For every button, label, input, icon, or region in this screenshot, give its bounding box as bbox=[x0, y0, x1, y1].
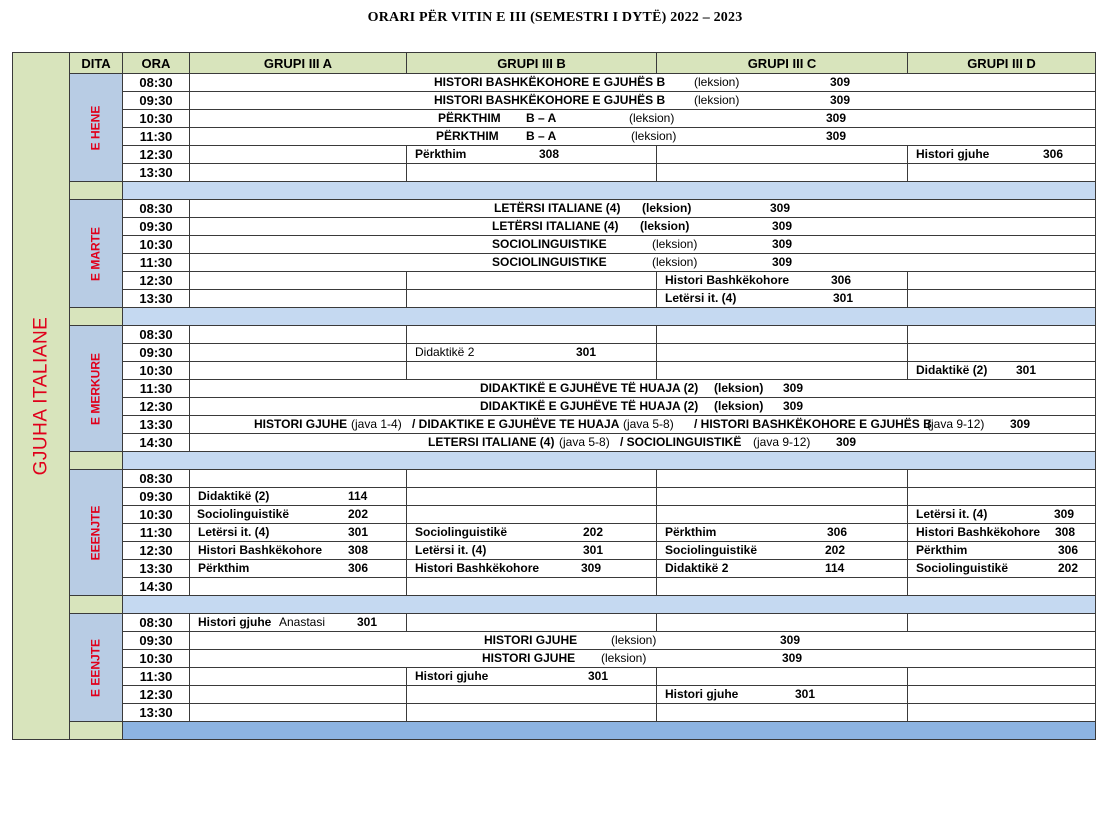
table-row bbox=[13, 668, 1096, 686]
group-d-cell bbox=[908, 164, 1096, 182]
group-a-cell bbox=[190, 290, 407, 308]
time-cell: 08:30 bbox=[123, 74, 190, 92]
room: 308 bbox=[348, 543, 369, 557]
group-d-cell bbox=[908, 326, 1096, 344]
table-row bbox=[13, 218, 1096, 236]
group-c-cell bbox=[657, 542, 908, 560]
separator-cell bbox=[70, 308, 123, 326]
subject: Sociolinguistikë bbox=[916, 561, 1009, 575]
room: 301 bbox=[795, 687, 816, 701]
group-c-cell bbox=[657, 470, 908, 488]
lecture-cell bbox=[190, 380, 1096, 398]
group-d-cell bbox=[908, 668, 1096, 686]
group-d-cell bbox=[908, 344, 1096, 362]
time-cell: 13:30 bbox=[123, 704, 190, 722]
time-cell: 14:30 bbox=[123, 434, 190, 452]
table-row bbox=[13, 164, 1096, 182]
time-cell: 13:30 bbox=[123, 164, 190, 182]
separator-row bbox=[13, 182, 1096, 200]
lecture-cell bbox=[190, 254, 1096, 272]
table-row bbox=[13, 146, 1096, 164]
subject: Përkthim bbox=[415, 147, 467, 161]
room: 309 bbox=[772, 255, 793, 269]
room: 202 bbox=[825, 543, 846, 557]
lecture-cell bbox=[190, 398, 1096, 416]
subject: HISTORI GJUHE bbox=[484, 633, 578, 647]
table-row bbox=[13, 704, 1096, 722]
time-cell: 08:30 bbox=[123, 470, 190, 488]
time-cell: 09:30 bbox=[123, 488, 190, 506]
group-d-cell bbox=[908, 290, 1096, 308]
group-a-cell bbox=[190, 326, 407, 344]
room: 306 bbox=[827, 525, 848, 539]
table-row bbox=[13, 290, 1096, 308]
room: 309 bbox=[830, 93, 851, 107]
time-cell: 11:30 bbox=[123, 254, 190, 272]
time-cell: 11:30 bbox=[123, 668, 190, 686]
schedule-table bbox=[12, 52, 1096, 740]
table-row bbox=[13, 488, 1096, 506]
header-row bbox=[13, 53, 1096, 74]
time-cell: 10:30 bbox=[123, 236, 190, 254]
day-label: E MERKURE bbox=[88, 352, 103, 425]
note: (leksion) bbox=[652, 237, 698, 251]
group-c-cell bbox=[657, 344, 908, 362]
subject: Letërsi it. (4) bbox=[198, 525, 270, 539]
group-pair: B – A bbox=[526, 129, 557, 143]
room: 309 bbox=[581, 561, 602, 575]
subject: Histori Bashkëkohore bbox=[415, 561, 540, 575]
group-a-cell bbox=[190, 506, 407, 524]
day-label: EEENJTE bbox=[88, 505, 103, 560]
subject: Përkthim bbox=[665, 525, 717, 539]
group-a-cell bbox=[190, 524, 407, 542]
note: (java 5-8) bbox=[623, 417, 674, 431]
room: 301 bbox=[588, 669, 609, 683]
table-row bbox=[13, 560, 1096, 578]
subject: Didaktikë (2) bbox=[916, 363, 988, 377]
group-a-cell bbox=[190, 146, 407, 164]
room: 301 bbox=[576, 345, 597, 359]
time-cell: 12:30 bbox=[123, 272, 190, 290]
table-row bbox=[13, 92, 1096, 110]
group-d-cell bbox=[908, 686, 1096, 704]
subject: Sociolinguistikë bbox=[665, 543, 758, 557]
subject: / HISTORI BASHKËKOHORE E GJUHËS B bbox=[694, 417, 932, 431]
note: (leksion) bbox=[631, 129, 677, 143]
subject: Didaktikë 2 bbox=[665, 561, 729, 575]
subject: HISTORI GJUHE bbox=[482, 651, 576, 665]
day-cell-enjte bbox=[70, 470, 123, 596]
subject: Sociolinguistikë bbox=[415, 525, 508, 539]
lecture-cell bbox=[190, 110, 1096, 128]
lecture-cell bbox=[190, 128, 1096, 146]
group-d-cell bbox=[908, 506, 1096, 524]
room: 309 bbox=[770, 201, 791, 215]
room: 309 bbox=[783, 399, 804, 413]
subject: Histori gjuhe bbox=[415, 669, 489, 683]
separator-cell bbox=[70, 182, 123, 200]
group-d-cell bbox=[908, 146, 1096, 164]
group-b-cell bbox=[407, 668, 657, 686]
lecture-cell bbox=[190, 632, 1096, 650]
time-cell: 08:30 bbox=[123, 614, 190, 632]
note: (leksion) bbox=[694, 93, 740, 107]
day-label: E HENE bbox=[88, 105, 103, 150]
table-row bbox=[13, 578, 1096, 596]
room: 309 bbox=[830, 75, 851, 89]
subject: DIDAKTIKË E GJUHËVE TË HUAJA (2) bbox=[480, 399, 699, 413]
col-header-dita: DITA bbox=[70, 53, 123, 74]
group-d-cell bbox=[908, 578, 1096, 596]
group-c-cell bbox=[657, 524, 908, 542]
room: 301 bbox=[833, 291, 854, 305]
lecture-cell bbox=[190, 74, 1096, 92]
program-label: GJUHA ITALIANE bbox=[30, 316, 52, 476]
room: 114 bbox=[825, 561, 845, 575]
note: (leksion) bbox=[714, 381, 764, 395]
time-cell: 10:30 bbox=[123, 110, 190, 128]
note: (leksion) bbox=[642, 201, 692, 215]
day-cell-marte bbox=[70, 200, 123, 308]
time-cell: 08:30 bbox=[123, 326, 190, 344]
group-a-cell bbox=[190, 686, 407, 704]
room: 301 bbox=[583, 543, 604, 557]
lecturer: Anastasi bbox=[279, 615, 326, 629]
group-c-cell bbox=[657, 704, 908, 722]
time-cell: 12:30 bbox=[123, 542, 190, 560]
subject: LETËRSI ITALIANE (4) bbox=[492, 219, 619, 233]
group-a-cell bbox=[190, 542, 407, 560]
room: 301 bbox=[357, 615, 378, 629]
group-c-cell bbox=[657, 290, 908, 308]
note: (leksion) bbox=[714, 399, 764, 413]
lecture-cell bbox=[190, 434, 1096, 452]
group-a-cell bbox=[190, 344, 407, 362]
separator-cell bbox=[123, 722, 1096, 740]
group-a-cell bbox=[190, 614, 407, 632]
room: 309 bbox=[772, 219, 793, 233]
note: (leksion) bbox=[640, 219, 690, 233]
table-row bbox=[13, 380, 1096, 398]
group-c-cell bbox=[657, 272, 908, 290]
group-pair: B – A bbox=[526, 111, 557, 125]
group-b-cell bbox=[407, 344, 657, 362]
page-title: ORARI PËR VITIN E III (SEMESTRI I DYTË) 2022 – 2023 bbox=[367, 10, 743, 25]
separator-cell bbox=[123, 308, 1096, 326]
subject: / DIDAKTIKE E GJUHËVE TE HUAJA bbox=[412, 417, 620, 431]
group-d-cell bbox=[908, 362, 1096, 380]
group-a-cell bbox=[190, 362, 407, 380]
group-c-cell bbox=[657, 614, 908, 632]
note: (leksion) bbox=[629, 111, 675, 125]
group-a-cell bbox=[190, 560, 407, 578]
room: 309 bbox=[780, 633, 801, 647]
room: 309 bbox=[826, 129, 847, 143]
table-row bbox=[13, 470, 1096, 488]
group-c-cell bbox=[657, 326, 908, 344]
group-d-cell bbox=[908, 704, 1096, 722]
subject: Histori Bashkëkohore bbox=[198, 543, 323, 557]
col-header-ora: ORA bbox=[123, 53, 190, 74]
group-b-cell bbox=[407, 542, 657, 560]
subject: Histori Bashkëkohore bbox=[916, 525, 1041, 539]
lecture-cell bbox=[190, 218, 1096, 236]
group-c-cell bbox=[657, 668, 908, 686]
group-c-cell bbox=[657, 506, 908, 524]
group-a-cell bbox=[190, 272, 407, 290]
group-d-cell bbox=[908, 524, 1096, 542]
room: 306 bbox=[1058, 543, 1079, 557]
time-cell: 13:30 bbox=[123, 290, 190, 308]
group-b-cell bbox=[407, 272, 657, 290]
table-row bbox=[13, 326, 1096, 344]
group-b-cell bbox=[407, 524, 657, 542]
room: 202 bbox=[583, 525, 604, 539]
separator-cell bbox=[123, 452, 1096, 470]
table-row bbox=[13, 344, 1096, 362]
separator-row bbox=[13, 596, 1096, 614]
note: (leksion) bbox=[652, 255, 698, 269]
note: (java 1-4) bbox=[351, 417, 402, 431]
col-header-group-a: GRUPI III A bbox=[190, 53, 407, 74]
room: 309 bbox=[772, 237, 793, 251]
group-a-cell bbox=[190, 704, 407, 722]
time-cell: 10:30 bbox=[123, 362, 190, 380]
note: (leksion) bbox=[601, 651, 647, 665]
day-label: E EENJTE bbox=[88, 638, 103, 697]
group-c-cell bbox=[657, 362, 908, 380]
group-a-cell bbox=[190, 164, 407, 182]
note: (java 9-12) bbox=[753, 435, 811, 449]
group-b-cell bbox=[407, 614, 657, 632]
group-b-cell bbox=[407, 506, 657, 524]
table-row bbox=[13, 416, 1096, 434]
group-c-cell bbox=[657, 578, 908, 596]
time-cell: 13:30 bbox=[123, 560, 190, 578]
time-cell: 14:30 bbox=[123, 578, 190, 596]
subject: Letërsi it. (4) bbox=[665, 291, 737, 305]
separator-cell bbox=[70, 596, 123, 614]
table-row bbox=[13, 614, 1096, 632]
room: 114 bbox=[348, 489, 368, 503]
room: 306 bbox=[831, 273, 852, 287]
separator-row bbox=[13, 308, 1096, 326]
lecture-cell bbox=[190, 200, 1096, 218]
table-row bbox=[13, 632, 1096, 650]
subject: Letërsi it. (4) bbox=[916, 507, 988, 521]
time-cell: 13:30 bbox=[123, 416, 190, 434]
lecture-cell bbox=[190, 416, 1096, 434]
time-cell: 09:30 bbox=[123, 218, 190, 236]
time-cell: 12:30 bbox=[123, 146, 190, 164]
note: (java 9-12) bbox=[927, 417, 985, 431]
table-row bbox=[13, 506, 1096, 524]
group-a-cell bbox=[190, 578, 407, 596]
separator-row bbox=[13, 452, 1096, 470]
subject: Përkthim bbox=[916, 543, 968, 557]
group-b-cell bbox=[407, 470, 657, 488]
group-b-cell bbox=[407, 326, 657, 344]
group-d-cell bbox=[908, 560, 1096, 578]
table-row bbox=[13, 398, 1096, 416]
room: 309 bbox=[836, 435, 857, 449]
group-d-cell bbox=[908, 272, 1096, 290]
time-cell: 08:30 bbox=[123, 200, 190, 218]
subject: PËRKTHIM bbox=[436, 129, 499, 143]
room: 309 bbox=[782, 651, 803, 665]
table-row bbox=[13, 686, 1096, 704]
table-row bbox=[13, 434, 1096, 452]
separator-cell bbox=[70, 722, 123, 740]
table-row bbox=[13, 200, 1096, 218]
room: 309 bbox=[783, 381, 804, 395]
time-cell: 11:30 bbox=[123, 380, 190, 398]
subject: Didaktikë 2 bbox=[415, 345, 475, 359]
subject: Histori gjuhe bbox=[665, 687, 739, 701]
group-b-cell bbox=[407, 704, 657, 722]
subject: PËRKTHIM bbox=[438, 111, 501, 125]
group-a-cell bbox=[190, 470, 407, 488]
room: 306 bbox=[348, 561, 369, 575]
time-cell: 09:30 bbox=[123, 344, 190, 362]
room: 309 bbox=[1054, 507, 1075, 521]
group-b-cell bbox=[407, 686, 657, 704]
time-cell: 10:30 bbox=[123, 506, 190, 524]
time-cell: 09:30 bbox=[123, 632, 190, 650]
group-c-cell bbox=[657, 164, 908, 182]
room: 309 bbox=[826, 111, 847, 125]
room: 301 bbox=[348, 525, 369, 539]
room: 202 bbox=[1058, 561, 1079, 575]
program-label-cell bbox=[13, 53, 70, 740]
room: 308 bbox=[1055, 525, 1076, 539]
day-cell-hene bbox=[70, 74, 123, 182]
group-b-cell bbox=[407, 290, 657, 308]
day-cell-merkure bbox=[70, 326, 123, 452]
subject: LETERSI ITALIANE (4) bbox=[428, 435, 555, 449]
time-cell: 11:30 bbox=[123, 128, 190, 146]
subject: Letërsi it. (4) bbox=[415, 543, 487, 557]
col-header-group-d: GRUPI III D bbox=[908, 53, 1096, 74]
room: 306 bbox=[1043, 147, 1064, 161]
subject: Sociolinguistikë bbox=[197, 507, 290, 521]
group-b-cell bbox=[407, 560, 657, 578]
room: 202 bbox=[348, 507, 369, 521]
day-label: E MARTE bbox=[88, 226, 103, 281]
subject: Histori gjuhe bbox=[198, 615, 272, 629]
room: 309 bbox=[1010, 417, 1031, 431]
subject: DIDAKTIKË E GJUHËVE TË HUAJA (2) bbox=[480, 381, 699, 395]
time-cell: 09:30 bbox=[123, 92, 190, 110]
group-c-cell bbox=[657, 686, 908, 704]
note: (leksion) bbox=[611, 633, 657, 647]
group-b-cell bbox=[407, 146, 657, 164]
table-row bbox=[13, 128, 1096, 146]
time-cell: 12:30 bbox=[123, 398, 190, 416]
group-b-cell bbox=[407, 362, 657, 380]
group-a-cell bbox=[190, 488, 407, 506]
group-b-cell bbox=[407, 164, 657, 182]
subject: SOCIOLINGUISTIKE bbox=[492, 237, 607, 251]
subject: Histori gjuhe bbox=[916, 147, 990, 161]
table-row bbox=[13, 74, 1096, 92]
table-row bbox=[13, 362, 1096, 380]
day-cell-enjte-2 bbox=[70, 614, 123, 722]
group-c-cell bbox=[657, 146, 908, 164]
time-cell: 12:30 bbox=[123, 686, 190, 704]
note: (leksion) bbox=[694, 75, 740, 89]
group-d-cell bbox=[908, 488, 1096, 506]
subject: LETËRSI ITALIANE (4) bbox=[494, 201, 621, 215]
table-row bbox=[13, 272, 1096, 290]
group-d-cell bbox=[908, 614, 1096, 632]
time-cell: 11:30 bbox=[123, 524, 190, 542]
separator-cell bbox=[123, 182, 1096, 200]
room: 308 bbox=[539, 147, 560, 161]
table-row bbox=[13, 524, 1096, 542]
subject: Histori Bashkëkohore bbox=[665, 273, 790, 287]
separator-cell bbox=[70, 452, 123, 470]
lecture-cell bbox=[190, 92, 1096, 110]
subject: HISTORI BASHKËKOHORE E GJUHËS B bbox=[434, 93, 666, 107]
separator-row bbox=[13, 722, 1096, 740]
separator-cell bbox=[123, 596, 1096, 614]
group-d-cell bbox=[908, 470, 1096, 488]
col-header-group-c: GRUPI III C bbox=[657, 53, 908, 74]
lecture-cell bbox=[190, 236, 1096, 254]
group-d-cell bbox=[908, 542, 1096, 560]
lecture-cell bbox=[190, 650, 1096, 668]
table-row bbox=[13, 542, 1096, 560]
group-c-cell bbox=[657, 488, 908, 506]
table-row bbox=[13, 236, 1096, 254]
table-row bbox=[13, 254, 1096, 272]
col-header-group-b: GRUPI III B bbox=[407, 53, 657, 74]
group-b-cell bbox=[407, 578, 657, 596]
subject: HISTORI BASHKËKOHORE E GJUHËS B bbox=[434, 75, 666, 89]
group-c-cell bbox=[657, 560, 908, 578]
room: 301 bbox=[1016, 363, 1037, 377]
subject: SOCIOLINGUISTIKE bbox=[492, 255, 607, 269]
table-row bbox=[13, 110, 1096, 128]
subject: / SOCIOLINGUISTIKË bbox=[620, 435, 742, 449]
subject: Didaktikë (2) bbox=[198, 489, 270, 503]
note: (java 5-8) bbox=[559, 435, 610, 449]
time-cell: 10:30 bbox=[123, 650, 190, 668]
group-a-cell bbox=[190, 668, 407, 686]
table-row bbox=[13, 650, 1096, 668]
group-b-cell bbox=[407, 488, 657, 506]
subject: Përkthim bbox=[198, 561, 250, 575]
subject: HISTORI GJUHE bbox=[254, 417, 348, 431]
